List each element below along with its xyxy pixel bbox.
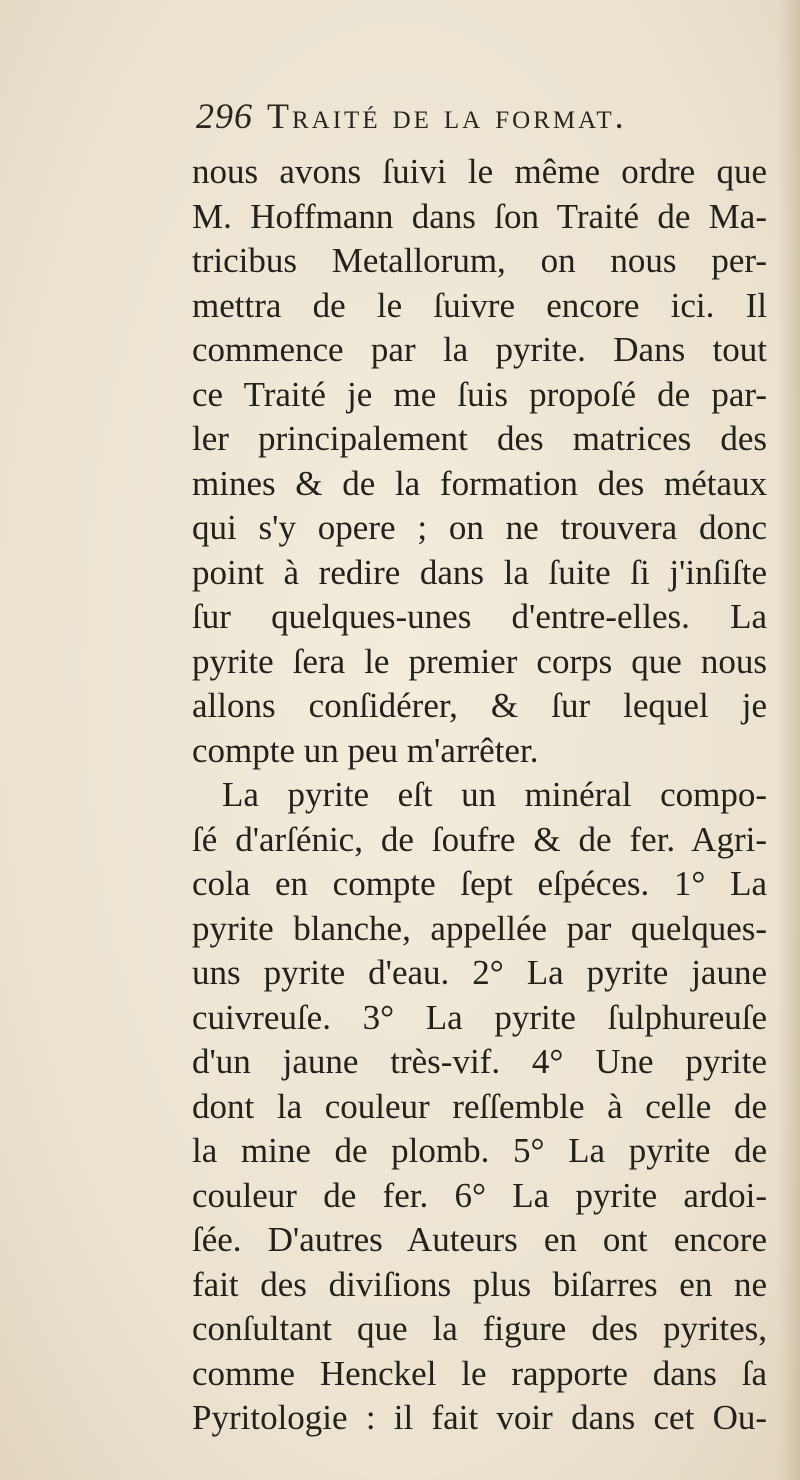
text-line: d'un jaune très-vif. 4° Une pyrite bbox=[192, 1042, 767, 1081]
text-line: ce Traité je me ſuis propoſé de par- bbox=[192, 374, 767, 414]
text-line: qui s'y opere ; on ne trouvera donc bbox=[192, 508, 767, 547]
text-line: ſé d'arſénic, de ſoufre & de fer. Agri- bbox=[192, 819, 767, 859]
body-text bbox=[192, 150, 767, 1441]
text-line: point à redire dans la ſuite ſi j'inſiſte bbox=[192, 552, 767, 592]
text-line: la mine de plomb. 5° La pyrite de bbox=[192, 1131, 767, 1170]
text-line: ler principalement des matrices des bbox=[192, 419, 767, 458]
text-line: La pyrite eſt un minéral compo- bbox=[222, 775, 767, 814]
text-line: couleur de fer. 6° La pyrite ardoi- bbox=[192, 1175, 767, 1215]
text-line: fait des diviſions plus biſarres en ne bbox=[192, 1264, 767, 1304]
text-line: allons conſidérer, & ſur lequel je bbox=[192, 686, 767, 725]
text-line: comme Henckel le rapporte dans ſa bbox=[192, 1353, 767, 1393]
page-edge-shadow bbox=[778, 0, 800, 1480]
text-line: mines & de la formation des métaux bbox=[192, 463, 767, 503]
text-line: pyrite ſera le premier corps que nous bbox=[192, 641, 767, 681]
text-line: conſultant que la figure des pyrites, bbox=[192, 1309, 767, 1348]
text-line: pyrite blanche, appellée par quelques- bbox=[192, 908, 767, 948]
running-title: Traité de la format. bbox=[267, 96, 627, 136]
text-line: uns pyrite d'eau. 2° La pyrite jaune bbox=[192, 953, 767, 992]
text-line: ſée. D'autres Auteurs en ont encore bbox=[192, 1220, 767, 1259]
running-head bbox=[196, 88, 756, 144]
text-line: dont la couleur reſſemble à celle de bbox=[192, 1086, 767, 1126]
text-line: tricibus Metallorum, on nous per- bbox=[192, 241, 767, 280]
page-number: 296 bbox=[196, 96, 253, 136]
text-line: ſur quelques-unes d'entre-elles. La bbox=[192, 597, 767, 636]
text-line: commence par la pyrite. Dans tout bbox=[192, 330, 767, 369]
text-line: cuivreuſe. 3° La pyrite ſulphureuſe bbox=[192, 997, 767, 1037]
text-line: M. Hoffmann dans ſon Traité de Ma- bbox=[192, 196, 767, 236]
text-line: mettra de le ſuivre encore ici. Il bbox=[192, 285, 767, 325]
text-line: compte un peu m'arrêter. bbox=[192, 730, 539, 770]
text-line: Pyritologie : il fait voir dans cet Ou- bbox=[192, 1398, 767, 1437]
text-line: nous avons ſuivi le même ordre que bbox=[192, 152, 767, 191]
text-line: cola en compte ſept eſpéces. 1° La bbox=[192, 864, 767, 903]
